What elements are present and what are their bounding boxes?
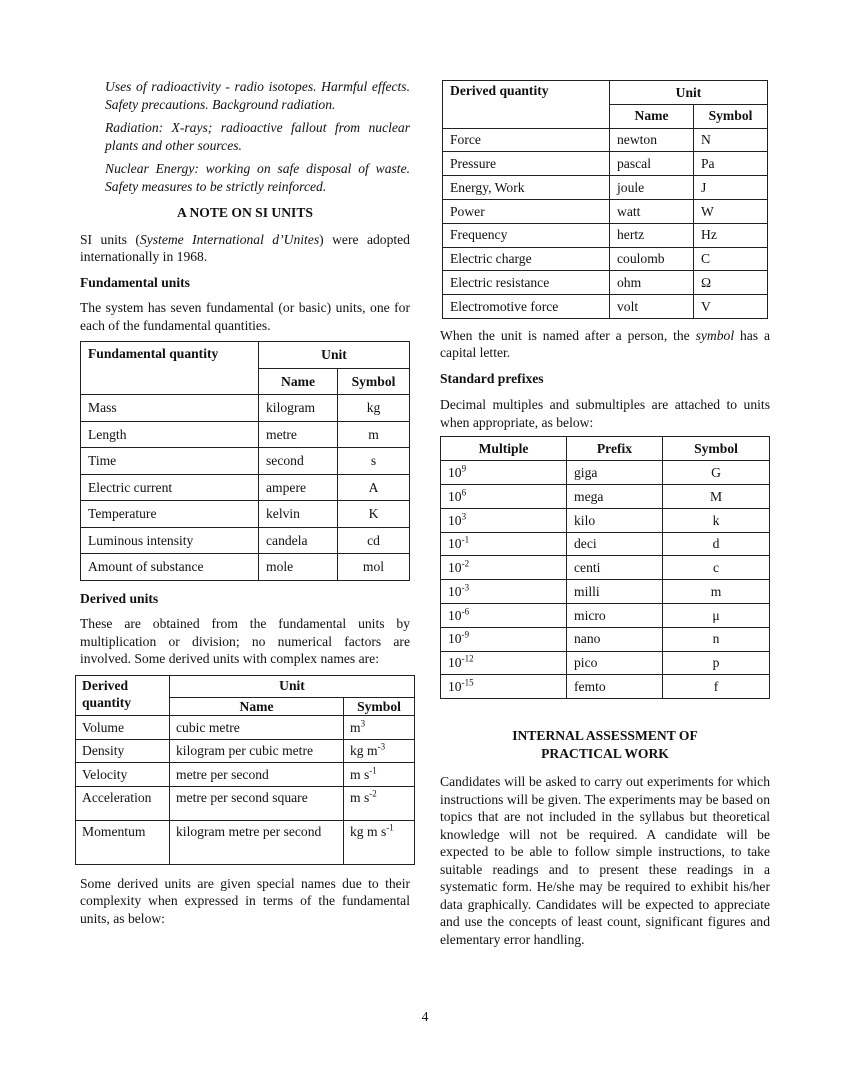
table-header-row bbox=[81, 342, 410, 369]
si-units-heading: A NOTE ON SI UNITS bbox=[177, 205, 313, 220]
unit-symbol-cell: A bbox=[338, 474, 410, 501]
quantity-cell: Electric charge bbox=[443, 247, 610, 271]
quantity-cell: Electromotive force bbox=[443, 295, 610, 319]
table-row bbox=[441, 604, 770, 628]
table-row bbox=[441, 627, 770, 651]
symbol-base: kg m bbox=[350, 743, 378, 758]
quantity-cell: Energy, Work bbox=[443, 176, 610, 200]
table-row bbox=[441, 508, 770, 532]
si-intro-italic: Systeme International d’Unites bbox=[139, 231, 320, 247]
symbol-cell: n bbox=[663, 627, 770, 651]
table-row bbox=[443, 271, 768, 295]
multiple-exponent: -15 bbox=[461, 677, 474, 688]
multiple-cell bbox=[441, 508, 567, 532]
symbol-cell: c bbox=[663, 556, 770, 580]
quantity-cell: Amount of substance bbox=[81, 554, 259, 581]
multiple-cell bbox=[441, 675, 567, 699]
page-number: 4 bbox=[421, 1009, 429, 1024]
person-note-after: has a capital letter. bbox=[440, 327, 770, 361]
quantity-cell: Electric resistance bbox=[443, 271, 610, 295]
unit-symbol-cell: s bbox=[338, 448, 410, 475]
unit-name-cell: cubic metre bbox=[170, 716, 344, 740]
multiple-base: 10 bbox=[448, 655, 462, 671]
quantity-cell: Mass bbox=[81, 395, 259, 422]
table-row bbox=[441, 461, 770, 485]
multiple-cell bbox=[441, 651, 567, 675]
unit-name-cell: kilogram bbox=[259, 395, 338, 422]
header-unit: Unit bbox=[610, 81, 768, 105]
assessment-heading-line2: PRACTICAL WORK bbox=[541, 745, 669, 761]
assessment-paragraph: Candidates will be asked to carry out experiments for which instructions will be given. The experiments may be based on topics that are not included in the syllabus but theoretical knowledge will not be required. A candidate will be expected to be able to follow simple instructions, to take suitable readings and to present these readings in a systematic form. He/she may be required to exhibit his/her data graphically. Candidates will be expected to appreciate and use the concepts of least count, significant figures and elementary error handling. bbox=[440, 774, 770, 947]
table-row bbox=[443, 176, 768, 200]
unit-name-cell: ampere bbox=[259, 474, 338, 501]
si-intro-after: ) were adopted internationally in 1968. bbox=[80, 231, 410, 264]
table-row bbox=[441, 556, 770, 580]
unit-name-cell: ohm bbox=[610, 271, 694, 295]
symbol-base: m bbox=[350, 719, 361, 735]
unit-name-cell: joule bbox=[610, 176, 694, 200]
unit-name-cell: metre per second bbox=[170, 763, 344, 787]
symbol-cell: μ bbox=[663, 604, 770, 628]
quantity-cell: Density bbox=[76, 739, 170, 763]
unit-symbol-cell: Ω bbox=[694, 271, 768, 295]
multiple-base: 10 bbox=[448, 512, 462, 528]
multiple-base: 10 bbox=[448, 464, 462, 480]
prefix-table bbox=[440, 436, 770, 699]
quantity-cell: Length bbox=[81, 421, 259, 448]
unit-symbol-cell bbox=[344, 739, 415, 763]
person-note-before: When the unit is named after a person, the bbox=[440, 327, 696, 343]
symbol-cell: G bbox=[663, 461, 770, 485]
nuclear-energy-paragraph: Nuclear Energy: working on safe disposal of waste. Safety measures to be strictly reinforced. bbox=[105, 161, 410, 194]
table-row bbox=[441, 485, 770, 509]
multiple-base: 10 bbox=[448, 607, 462, 623]
multiple-base: 10 bbox=[448, 536, 462, 552]
derived-units-table bbox=[75, 675, 415, 865]
unit-name-cell: kilogram per cubic metre bbox=[170, 739, 344, 763]
table-row bbox=[443, 199, 768, 223]
header-symbol: Symbol bbox=[344, 697, 415, 716]
unit-name-cell: watt bbox=[610, 199, 694, 223]
quantity-cell: Time bbox=[81, 448, 259, 475]
assessment-heading-line1: INTERNAL ASSESSMENT OF bbox=[512, 728, 698, 744]
symbol-exponent: -3 bbox=[377, 741, 386, 752]
unit-symbol-cell: Pa bbox=[694, 152, 768, 176]
standard-prefixes-heading: Standard prefixes bbox=[440, 370, 544, 386]
prefix-cell: deci bbox=[567, 532, 663, 556]
table-row bbox=[81, 501, 410, 528]
person-note-italic: symbol bbox=[695, 327, 735, 343]
special-names-paragraph: Some derived units are given special names due to their complexity when expressed in terms of the fundamental units, as below: bbox=[80, 875, 410, 926]
unit-symbol-cell bbox=[344, 716, 415, 740]
header-unit: Unit bbox=[170, 675, 415, 697]
multiple-base: 10 bbox=[448, 679, 462, 695]
quantity-cell: Acceleration bbox=[76, 786, 170, 820]
multiple-cell bbox=[441, 556, 567, 580]
header-name: Name bbox=[259, 368, 338, 395]
standard-prefixes-paragraph: Decimal multiples and submultiples are attached to units when appropriate, as below: bbox=[440, 397, 770, 430]
header-derived-quantity: Derived quantity bbox=[76, 675, 170, 716]
multiple-exponent: -12 bbox=[461, 653, 474, 664]
symbol-cell: f bbox=[663, 675, 770, 699]
table-row bbox=[81, 421, 410, 448]
unit-name-cell: candela bbox=[259, 527, 338, 554]
fundamental-units-paragraph: The system has seven fundamental (or basic) units, one for each of the fundamental quantities. bbox=[80, 300, 410, 333]
prefix-cell: centi bbox=[567, 556, 663, 580]
table-row bbox=[81, 474, 410, 501]
table-row bbox=[81, 448, 410, 475]
symbol-cell: p bbox=[663, 651, 770, 675]
table-header-row bbox=[76, 675, 415, 697]
multiple-base: 10 bbox=[448, 583, 462, 599]
table-row bbox=[76, 820, 415, 864]
unit-symbol-cell: C bbox=[694, 247, 768, 271]
quantity-cell: Temperature bbox=[81, 501, 259, 528]
unit-name-cell: newton bbox=[610, 128, 694, 152]
table-header-row bbox=[443, 81, 768, 105]
table-row bbox=[443, 128, 768, 152]
quantity-cell: Volume bbox=[76, 716, 170, 740]
multiple-cell bbox=[441, 485, 567, 509]
symbol-cell: m bbox=[663, 580, 770, 604]
table-row bbox=[443, 247, 768, 271]
prefix-cell: femto bbox=[567, 675, 663, 699]
unit-name-cell: metre bbox=[259, 421, 338, 448]
header-symbol: Symbol bbox=[694, 104, 768, 128]
table-row bbox=[443, 295, 768, 319]
quantity-cell: Electric current bbox=[81, 474, 259, 501]
multiple-exponent: -6 bbox=[461, 606, 470, 617]
unit-symbol-cell: mol bbox=[338, 554, 410, 581]
person-note-paragraph bbox=[440, 327, 770, 362]
table-row bbox=[81, 554, 410, 581]
unit-symbol-cell: cd bbox=[338, 527, 410, 554]
table-row bbox=[441, 651, 770, 675]
quantity-cell: Frequency bbox=[443, 223, 610, 247]
unit-name-cell: coulomb bbox=[610, 247, 694, 271]
unit-name-cell: kilogram metre per second bbox=[170, 820, 344, 864]
radiation-paragraph: Radiation: X-rays; radioactive fallout from nuclear plants and other sources. bbox=[105, 120, 410, 153]
unit-symbol-cell: N bbox=[694, 128, 768, 152]
header-prefix: Prefix bbox=[567, 437, 663, 461]
fundamental-units-table bbox=[80, 341, 410, 581]
header-unit: Unit bbox=[259, 342, 410, 369]
unit-symbol-cell: kg bbox=[338, 395, 410, 422]
unit-name-cell: mole bbox=[259, 554, 338, 581]
si-intro-paragraph bbox=[80, 231, 410, 266]
header-fundamental-quantity: Fundamental quantity bbox=[81, 342, 259, 395]
prefix-cell: milli bbox=[567, 580, 663, 604]
unit-symbol-cell: J bbox=[694, 176, 768, 200]
quantity-cell: Force bbox=[443, 128, 610, 152]
multiple-cell bbox=[441, 604, 567, 628]
unit-symbol-cell bbox=[344, 786, 415, 820]
derived-units-paragraph: These are obtained from the fundamental units by multiplication or division; no numerical factors are involved. Some derived units with complex names are: bbox=[80, 616, 410, 666]
unit-symbol-cell: m bbox=[338, 421, 410, 448]
multiple-exponent: 6 bbox=[461, 487, 467, 498]
prefix-cell: micro bbox=[567, 604, 663, 628]
symbol-cell: k bbox=[663, 508, 770, 532]
multiple-base: 10 bbox=[448, 488, 462, 504]
unit-name-cell: hertz bbox=[610, 223, 694, 247]
multiple-base: 10 bbox=[448, 560, 462, 576]
multiple-cell bbox=[441, 461, 567, 485]
table-header-row bbox=[441, 437, 770, 461]
unit-symbol-cell: K bbox=[338, 501, 410, 528]
unit-name-cell: metre per second square bbox=[170, 786, 344, 820]
header-symbol: Symbol bbox=[663, 437, 770, 461]
derived-units-heading: Derived units bbox=[80, 590, 159, 606]
symbol-exponent: -1 bbox=[386, 821, 394, 832]
si-intro-before: SI units ( bbox=[80, 231, 140, 247]
multiple-exponent: 9 bbox=[461, 463, 467, 474]
header-derived-quantity: Derived quantity bbox=[443, 81, 610, 129]
symbol-base: m s bbox=[350, 766, 370, 782]
table-row bbox=[76, 716, 415, 740]
unit-symbol-cell: V bbox=[694, 295, 768, 319]
table-row bbox=[76, 786, 415, 820]
left-column bbox=[80, 78, 410, 927]
quantity-cell: Luminous intensity bbox=[81, 527, 259, 554]
table-row bbox=[441, 532, 770, 556]
symbol-exponent: -1 bbox=[369, 764, 377, 775]
multiple-base: 10 bbox=[448, 631, 462, 647]
symbol-base: kg m s bbox=[350, 823, 387, 839]
header-name: Name bbox=[170, 697, 344, 716]
unit-name-cell: volt bbox=[610, 295, 694, 319]
prefix-cell: giga bbox=[567, 461, 663, 485]
right-column bbox=[440, 80, 770, 948]
table-row bbox=[81, 527, 410, 554]
table-row bbox=[441, 675, 770, 699]
multiple-exponent: -2 bbox=[461, 558, 470, 569]
multiple-exponent: 3 bbox=[461, 510, 467, 521]
unit-name-cell: pascal bbox=[610, 152, 694, 176]
unit-symbol-cell: W bbox=[694, 199, 768, 223]
unit-symbol-cell: Hz bbox=[694, 223, 768, 247]
special-units-table bbox=[442, 80, 768, 319]
table-row bbox=[76, 763, 415, 787]
table-row bbox=[441, 580, 770, 604]
header-multiple: Multiple bbox=[441, 437, 567, 461]
table-row bbox=[443, 223, 768, 247]
multiple-cell bbox=[441, 532, 567, 556]
symbol-cell: d bbox=[663, 532, 770, 556]
multiple-exponent: -1 bbox=[461, 534, 470, 545]
multiple-cell bbox=[441, 627, 567, 651]
multiple-exponent: -9 bbox=[461, 629, 470, 640]
multiple-exponent: -3 bbox=[461, 582, 470, 593]
quantity-cell: Momentum bbox=[76, 820, 170, 864]
prefix-cell: nano bbox=[567, 627, 663, 651]
header-name: Name bbox=[610, 104, 694, 128]
prefix-cell: pico bbox=[567, 651, 663, 675]
symbol-cell: M bbox=[663, 485, 770, 509]
symbol-exponent: 3 bbox=[360, 717, 366, 728]
symbol-base: m s bbox=[350, 789, 370, 805]
table-row bbox=[81, 395, 410, 422]
unit-name-cell: kelvin bbox=[259, 501, 338, 528]
table-row bbox=[443, 152, 768, 176]
radioactivity-paragraph: Uses of radioactivity - radio isotopes. Harmful effects. Safety precautions. Background radiation. bbox=[105, 79, 410, 112]
unit-symbol-cell bbox=[344, 763, 415, 787]
quantity-cell: Power bbox=[443, 199, 610, 223]
quantity-cell: Pressure bbox=[443, 152, 610, 176]
symbol-exponent: -2 bbox=[369, 787, 377, 798]
assessment-heading bbox=[440, 727, 770, 762]
table-row bbox=[76, 739, 415, 763]
fundamental-units-heading: Fundamental units bbox=[80, 274, 190, 290]
header-symbol: Symbol bbox=[338, 368, 410, 395]
unit-symbol-cell bbox=[344, 820, 415, 864]
multiple-cell bbox=[441, 580, 567, 604]
prefix-cell: kilo bbox=[567, 508, 663, 532]
prefix-cell: mega bbox=[567, 485, 663, 509]
unit-name-cell: second bbox=[259, 448, 338, 475]
quantity-cell: Velocity bbox=[76, 763, 170, 787]
